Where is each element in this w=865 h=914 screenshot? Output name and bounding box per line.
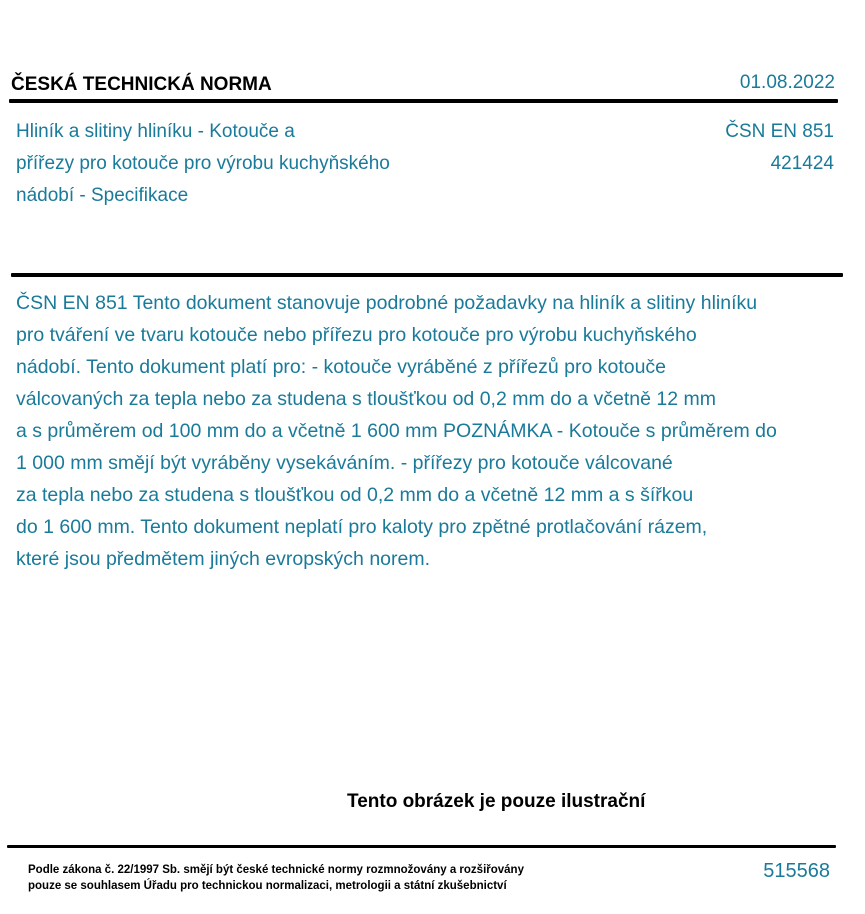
- middle-divider: [11, 273, 843, 277]
- abstract-line: ČSN EN 851 Tento dokument stanovuje podrobné požadavky na hliník a slitiny hliníku: [16, 292, 758, 314]
- abstract-line: do 1 600 mm. Tento dokument neplatí pro kaloty pro zpětné protlačování rázem,: [16, 516, 708, 538]
- standard-title-line: Hliník a slitiny hliníku - Kotouče a: [16, 121, 295, 142]
- legal-line: pouze se souhlasem Úřadu pro technickou normalizaci, metrologii a státní zkušebnictví: [28, 880, 507, 892]
- legal-notice: [28, 862, 524, 894]
- classification-number: 421424: [770, 153, 834, 174]
- abstract-line: a s průměrem od 100 mm do a včetně 1 600 mm POZNÁMKA - Kotouče s průměrem do: [16, 420, 777, 442]
- standard-title-line: nádobí - Specifikace: [16, 185, 189, 206]
- abstract-line: pro tváření ve tvaru kotouče nebo přířezu pro kotouče pro výrobu kuchyňského: [16, 324, 697, 346]
- abstract-text: [16, 287, 861, 575]
- top-divider: [9, 99, 838, 103]
- header-title: ČESKÁ TECHNICKÁ NORMA: [11, 74, 272, 95]
- legal-line: Podle zákona č. 22/1997 Sb. smějí být české technické normy rozmnožovány a rozšiřovány: [28, 864, 524, 876]
- document-id: 515568: [763, 860, 830, 882]
- standard-codes: [725, 116, 834, 180]
- publication-date: 01.08.2022: [739, 72, 835, 93]
- illustration-notice: Tento obrázek je pouze ilustrační: [347, 791, 646, 812]
- abstract-line: za tepla nebo za studena s tloušťkou od 0,2 mm do a včetně 12 mm a s šířkou: [16, 484, 694, 506]
- abstract-line: které jsou předmětem jiných evropských norem.: [16, 548, 431, 570]
- bottom-divider: [7, 845, 836, 848]
- standard-title-line: přířezy pro kotouče pro výrobu kuchyňského: [16, 153, 390, 174]
- abstract-line: válcovaných za tepla nebo za studena s tloušťkou od 0,2 mm do a včetně 12 mm: [16, 388, 716, 410]
- standard-title: [16, 116, 476, 212]
- standard-code: ČSN EN 851: [725, 121, 834, 142]
- abstract-line: nádobí. Tento dokument platí pro: - kotouče vyráběné z přířezů pro kotouče: [16, 356, 667, 378]
- abstract-line: 1 000 mm smějí být vyráběny vysekáváním. - přířezy pro kotouče válcované: [16, 452, 673, 474]
